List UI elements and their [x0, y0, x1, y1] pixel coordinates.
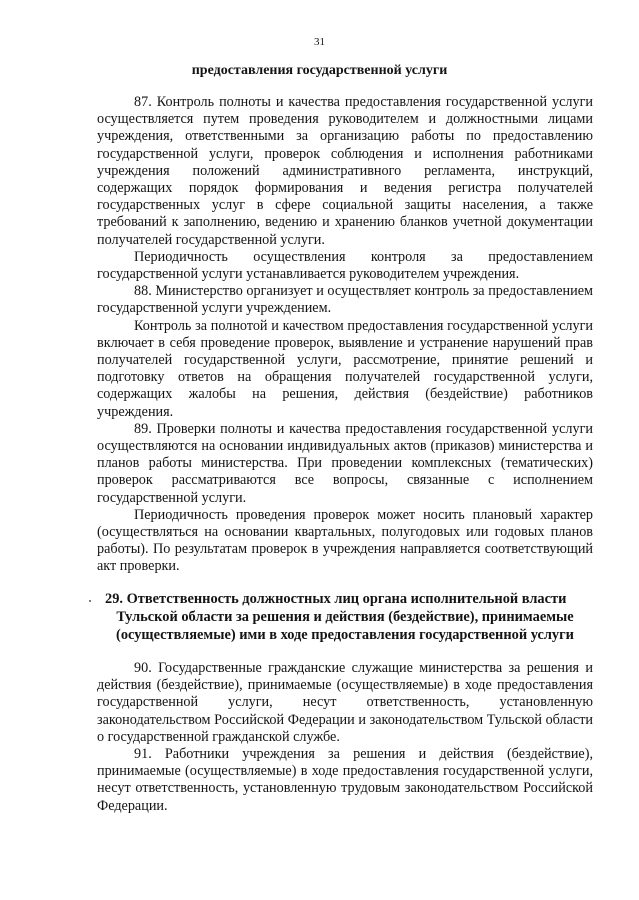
paragraph-89: 89. Проверки полноты и качества предоставления государственной услуги осуществляются на основании индивидуальных актов (приказов) министерства и планов работы министерства. При проведении комплексных (тематических) проверок рассматриваются все вопросы, связанные с исполнением государственной услуги. [97, 420, 593, 506]
section-heading-line-3: (осуществляемые) ими в ходе предоставления государственной услуги [116, 627, 574, 643]
continued-section-heading: предоставления государственной услуги [191, 63, 448, 78]
paragraph-88: 88. Министерство организует и осуществляет контроль за предоставлением государственной услуги учреждением. [97, 283, 593, 317]
section-29-heading [97, 590, 593, 644]
body-text-before-section [97, 94, 593, 576]
paragraph-89-periodicity: Периодичность проведения проверок может носить плановый характер (осуществляться на основании квартальных, полугодовых или годовых планов работы). По результатам проверок в учреждения направляется соответствующий акт проверки. [97, 506, 593, 575]
paragraph-87: 87. Контроль полноты и качества предоставления государственной услуги осуществляется путем проведения руководителем и должностными лицами учреждения, ответственными за организацию работы по предоставлению государственной услуги, проверок соблюдения и исполнения работниками учреждения положений административного регламента, инструкций, содержащих порядок формирования и ведения регистра получателей государственных услуг в сфере социальной защиты населения, а также требований к заполнению, ведению и хранению бланков учетной документации получателей государственной услуги. [97, 94, 593, 248]
section-heading-line-2: Тульской области за решения и действия (бездействие), принимаемые [116, 609, 574, 625]
paragraph-88-control: Контроль за полнотой и качеством предоставления государственной услуги включает в себя проведение проверок, выявление и устранение нарушений прав получателей государственной услуги, рассмотрение, принятие решений и подготовку ответов на обращения получателей государственной услуги, содержащих жалобы на решения, действия (бездействие) работников учреждения. [97, 317, 593, 420]
paragraph-87-periodicity: Периодичность осуществления контроля за предоставлением государственной услуги устанавливается руководителем учреждения. [97, 248, 593, 283]
paragraph-91: 91. Работники учреждения за решения и действия (бездействие), принимаемые (осуществляемые) в ходе предоставления государственной услуги, несут ответственность, установленную трудовым законодательством Российской Федерации. [97, 746, 593, 814]
section-heading-line-1: 29. Ответственность должностных лиц органа исполнительной власти [105, 591, 567, 607]
page-number: 31 [314, 36, 325, 48]
paragraph-90: 90. Государственные гражданские служащие министерства за решения и действия (бездействие), принимаемые (осуществляемые) в ходе предоставления государственной услуги, несут ответственность, установленную законодательством Российской Федерации и законодательством Тульской области о государственной гражданской службе. [97, 660, 593, 745]
body-text-after-section [97, 660, 593, 815]
margin-mark [89, 600, 91, 602]
